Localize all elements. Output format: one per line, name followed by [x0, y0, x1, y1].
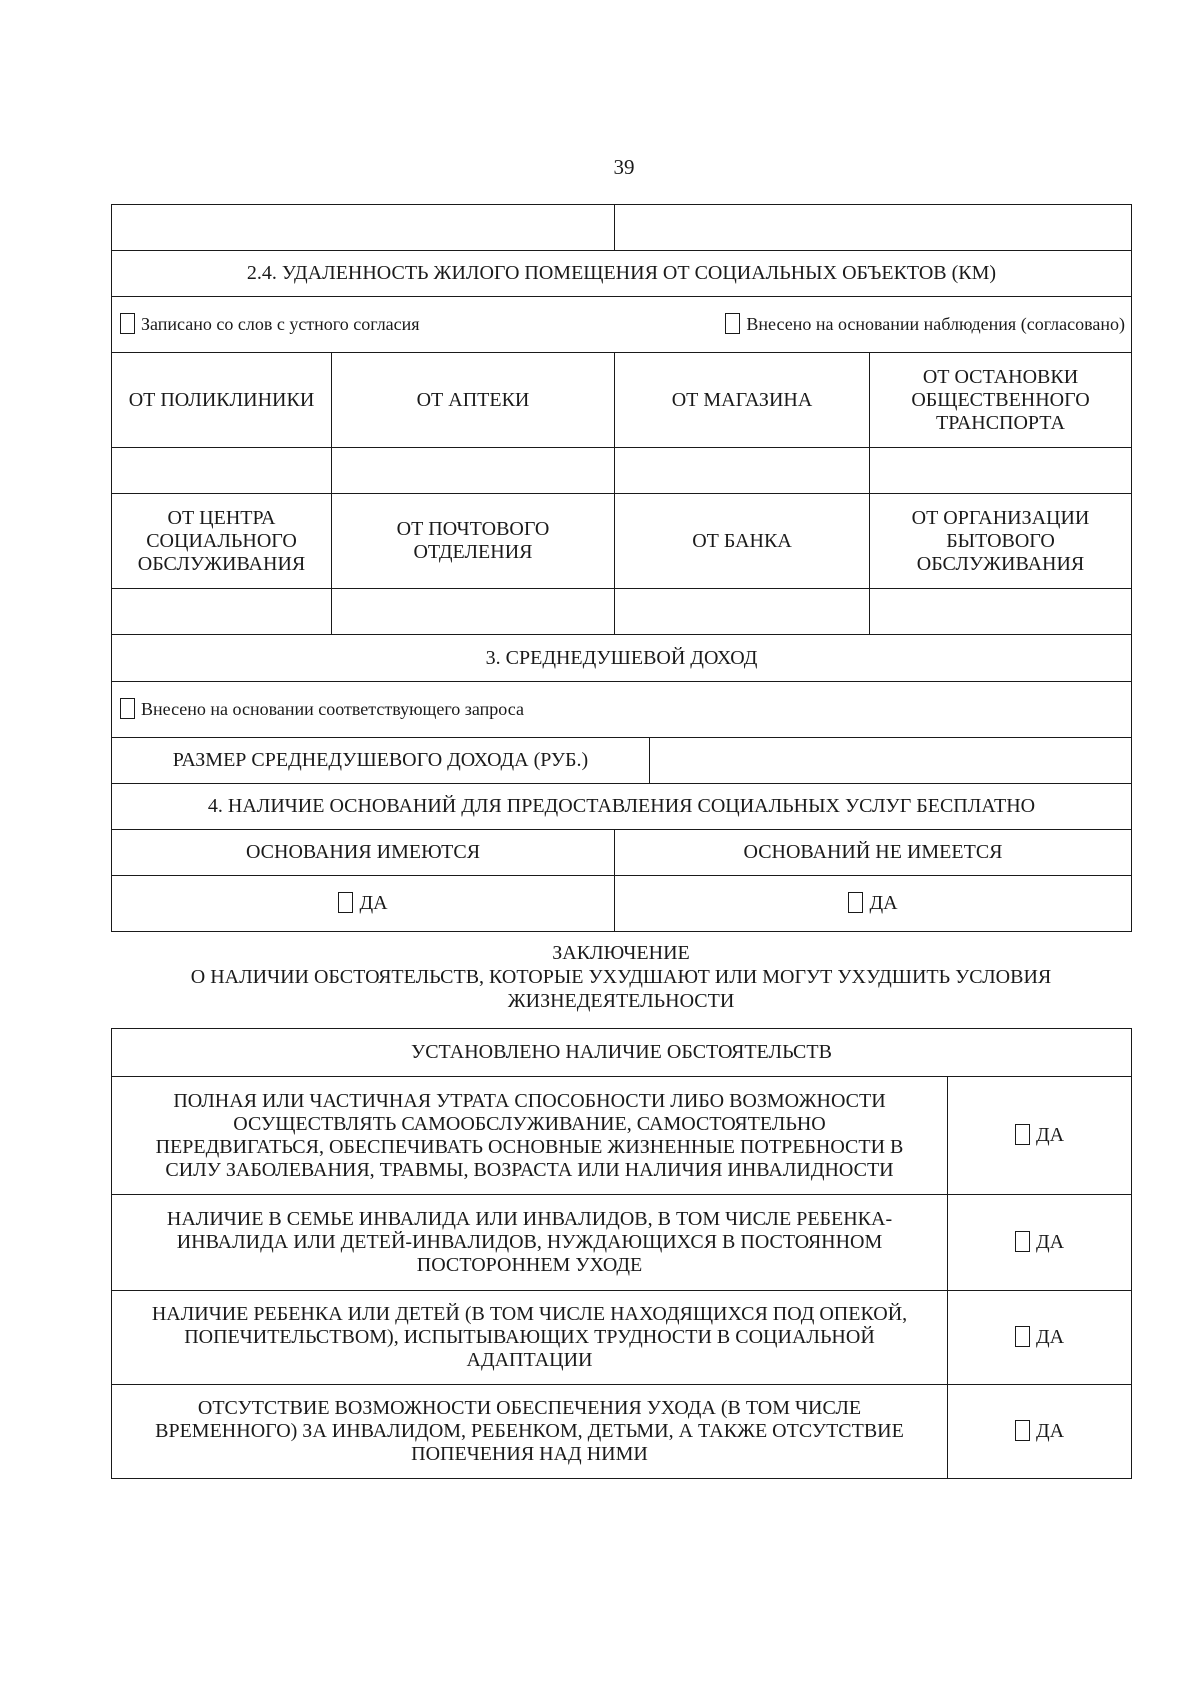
- empty-cell[interactable]: [615, 205, 1132, 251]
- observation-label: Внесено на основании наблюдения (согласовано): [746, 314, 1126, 334]
- circumstance-line: ИНВАЛИДА ИЛИ ДЕТЕЙ-ИНВАЛИДОВ, НУЖДАЮЩИХСЯ В ПОСТОЯННОМ: [176, 1231, 883, 1253]
- circumstance-text: [112, 1077, 948, 1195]
- checkbox-icon[interactable]: [120, 698, 135, 719]
- observation-option[interactable]: [725, 313, 1125, 336]
- circumstance-row: [112, 1077, 1132, 1195]
- header-transport-stop: ОТ ОСТАНОВКИ ОБЩЕСТВЕННОГО ТРАНСПОРТА: [870, 353, 1132, 448]
- header-polyclinic: ОТ ПОЛИКЛИНИКИ: [112, 353, 332, 448]
- circumstance-line: НАЛИЧИЕ В СЕМЬЕ ИНВАЛИДА ИЛИ ИНВАЛИДОВ, В ТОМ ЧИСЛЕ РЕБЕНКА-: [166, 1208, 893, 1230]
- oral-consent-option[interactable]: [120, 313, 420, 336]
- circumstance-row: [112, 1385, 1132, 1479]
- grounds-exist-header: ОСНОВАНИЯ ИМЕЮТСЯ: [112, 830, 615, 876]
- circumstance-yes[interactable]: [948, 1385, 1132, 1479]
- header-post-office: ОТ ПОЧТОВОГО ОТДЕЛЕНИЯ: [332, 494, 615, 589]
- empty-cell[interactable]: [112, 205, 615, 251]
- conclusion-title: ЗАКЛЮЧЕНИЕ: [552, 942, 690, 964]
- yes-label: ДА: [359, 892, 388, 914]
- circumstance-line: ОТСУТСТВИЕ ВОЗМОЖНОСТИ ОБЕСПЕЧЕНИЯ УХОДА (В ТОМ ЧИСЛЕ: [197, 1397, 862, 1419]
- circumstance-line: ПОСТОРОННЕМ УХОДЕ: [416, 1254, 643, 1276]
- circumstance-line: ПОЛНАЯ ИЛИ ЧАСТИЧНАЯ УТРАТА СПОСОБНОСТИ ЛИБО ВОЗМОЖНОСТИ: [173, 1089, 886, 1112]
- circumstance-line: ВРЕМЕННОГО) ЗА ИНВАЛИДОМ, РЕБЕНКОМ, ДЕТЬМИ, А ТАКЖЕ ОТСУТСТВИЕ: [155, 1420, 904, 1442]
- circumstance-text: [112, 1291, 948, 1385]
- yes-label: ДА: [1035, 1231, 1065, 1253]
- conclusion-table: [111, 1028, 1132, 1479]
- yes-label: ДА: [869, 892, 898, 914]
- checkbox-icon[interactable]: [1015, 1326, 1030, 1347]
- circumstance-line: СИЛУ ЗАБОЛЕВАНИЯ, ТРАВМЫ, ВОЗРАСТА ИЛИ НАЛИЧИЯ ИНВАЛИДНОСТИ: [165, 1158, 894, 1181]
- grounds-absent-yes[interactable]: [615, 876, 1132, 932]
- conclusion-table-header: УСТАНОВЛЕНО НАЛИЧИЕ ОБСТОЯТЕЛЬСТВ: [112, 1029, 1132, 1077]
- header-social-center: ОТ ЦЕНТРА СОЦИАЛЬНОГО ОБСЛУЖИВАНИЯ: [112, 494, 332, 589]
- income-label: РАЗМЕР СРЕДНЕДУШЕВОГО ДОХОДА (РУБ.): [112, 738, 650, 784]
- conclusion-heading: [111, 941, 1131, 1013]
- source-options-row: [112, 297, 1132, 353]
- post-office-distance-field[interactable]: [332, 589, 615, 635]
- distance-values-row-2: [112, 589, 1132, 635]
- circumstance-row: [112, 1291, 1132, 1385]
- income-value-field[interactable]: [650, 738, 1132, 784]
- yes-label: ДА: [1035, 1420, 1065, 1442]
- yes-label: ДА: [1035, 1124, 1065, 1146]
- conclusion-subtitle-line-1: О НАЛИЧИИ ОБСТОЯТЕЛЬСТВ, КОТОРЫЕ УХУДШАЮТ ИЛИ МОГУТ УХУДШИТЬ УСЛОВИЯ: [190, 966, 1052, 988]
- circumstance-yes[interactable]: [948, 1291, 1132, 1385]
- header-household-services: ОТ ОРГАНИЗАЦИИ БЫТОВОГО ОБСЛУЖИВАНИЯ: [870, 494, 1132, 589]
- circumstance-text: [112, 1195, 948, 1291]
- circumstance-yes[interactable]: [948, 1195, 1132, 1291]
- social-form-table: [111, 204, 1132, 932]
- grounds-absent-header: ОСНОВАНИЙ НЕ ИМЕЕТСЯ: [615, 830, 1132, 876]
- distance-values-row-1: [112, 448, 1132, 494]
- bank-distance-field[interactable]: [615, 589, 870, 635]
- section-3-title: 3. СРЕДНЕДУШЕВОЙ ДОХОД: [112, 635, 1132, 682]
- section-2-4-title: 2.4. УДАЛЕННОСТЬ ЖИЛОГО ПОМЕЩЕНИЯ ОТ СОЦИАЛЬНЫХ ОБЪЕКТОВ (КМ): [112, 251, 1132, 297]
- page-number: 39: [613, 155, 635, 179]
- empty-top-row: [112, 205, 1132, 251]
- shop-distance-field[interactable]: [615, 448, 870, 494]
- pharmacy-distance-field[interactable]: [332, 448, 615, 494]
- oral-consent-label: Записано со слов с устного согласия: [141, 314, 420, 334]
- circumstance-line: НАЛИЧИЕ РЕБЕНКА ИЛИ ДЕТЕЙ (В ТОМ ЧИСЛЕ НАХОДЯЩИХСЯ ПОД ОПЕКОЙ,: [151, 1303, 908, 1325]
- checkbox-icon[interactable]: [1015, 1124, 1030, 1145]
- grounds-exist-yes[interactable]: [112, 876, 615, 932]
- circumstance-line: ПОПЕЧЕНИЯ НАД НИМИ: [411, 1443, 648, 1465]
- checkbox-icon[interactable]: [848, 892, 863, 913]
- circumstance-text: [112, 1385, 948, 1479]
- yes-label: ДА: [1035, 1326, 1065, 1348]
- section-4-title: 4. НАЛИЧИЕ ОСНОВАНИЙ ДЛЯ ПРЕДОСТАВЛЕНИЯ СОЦИАЛЬНЫХ УСЛУГ БЕСПЛАТНО: [112, 784, 1132, 830]
- circumstance-line: ПОПЕЧИТЕЛЬСТВОМ), ИСПЫТЫВАЮЩИХ ТРУДНОСТИ В СОЦИАЛЬНОЙ: [184, 1326, 875, 1348]
- request-option-row: [112, 682, 1132, 738]
- circumstance-row: [112, 1195, 1132, 1291]
- circumstance-line: ПЕРЕДВИГАТЬСЯ, ОБЕСПЕЧИВАТЬ ОСНОВНЫЕ ЖИЗНЕННЫЕ ПОТРЕБНОСТИ В: [155, 1135, 904, 1158]
- polyclinic-distance-field[interactable]: [112, 448, 332, 494]
- header-shop: ОТ МАГАЗИНА: [615, 353, 870, 448]
- circumstance-line: ОСУЩЕСТВЛЯТЬ САМООБСЛУЖИВАНИЕ, САМОСТОЯТЕЛЬНО: [233, 1112, 826, 1135]
- header-pharmacy: ОТ АПТЕКИ: [332, 353, 615, 448]
- social-center-distance-field[interactable]: [112, 589, 332, 635]
- request-option-label: Внесено на основании соответствующего запроса: [141, 699, 524, 719]
- checkbox-icon[interactable]: [1015, 1420, 1030, 1441]
- checkbox-icon[interactable]: [1015, 1231, 1030, 1252]
- circumstance-yes[interactable]: [948, 1077, 1132, 1195]
- header-bank: ОТ БАНКА: [615, 494, 870, 589]
- checkbox-icon[interactable]: [725, 313, 740, 334]
- circumstance-line: АДАПТАЦИИ: [466, 1349, 593, 1371]
- request-option[interactable]: [120, 699, 524, 719]
- household-services-distance-field[interactable]: [870, 589, 1132, 635]
- conclusion-subtitle-line-2: ЖИЗНЕДЕЯТЕЛЬНОСТИ: [507, 990, 735, 1012]
- checkbox-icon[interactable]: [338, 892, 353, 913]
- transport-distance-field[interactable]: [870, 448, 1132, 494]
- checkbox-icon[interactable]: [120, 313, 135, 334]
